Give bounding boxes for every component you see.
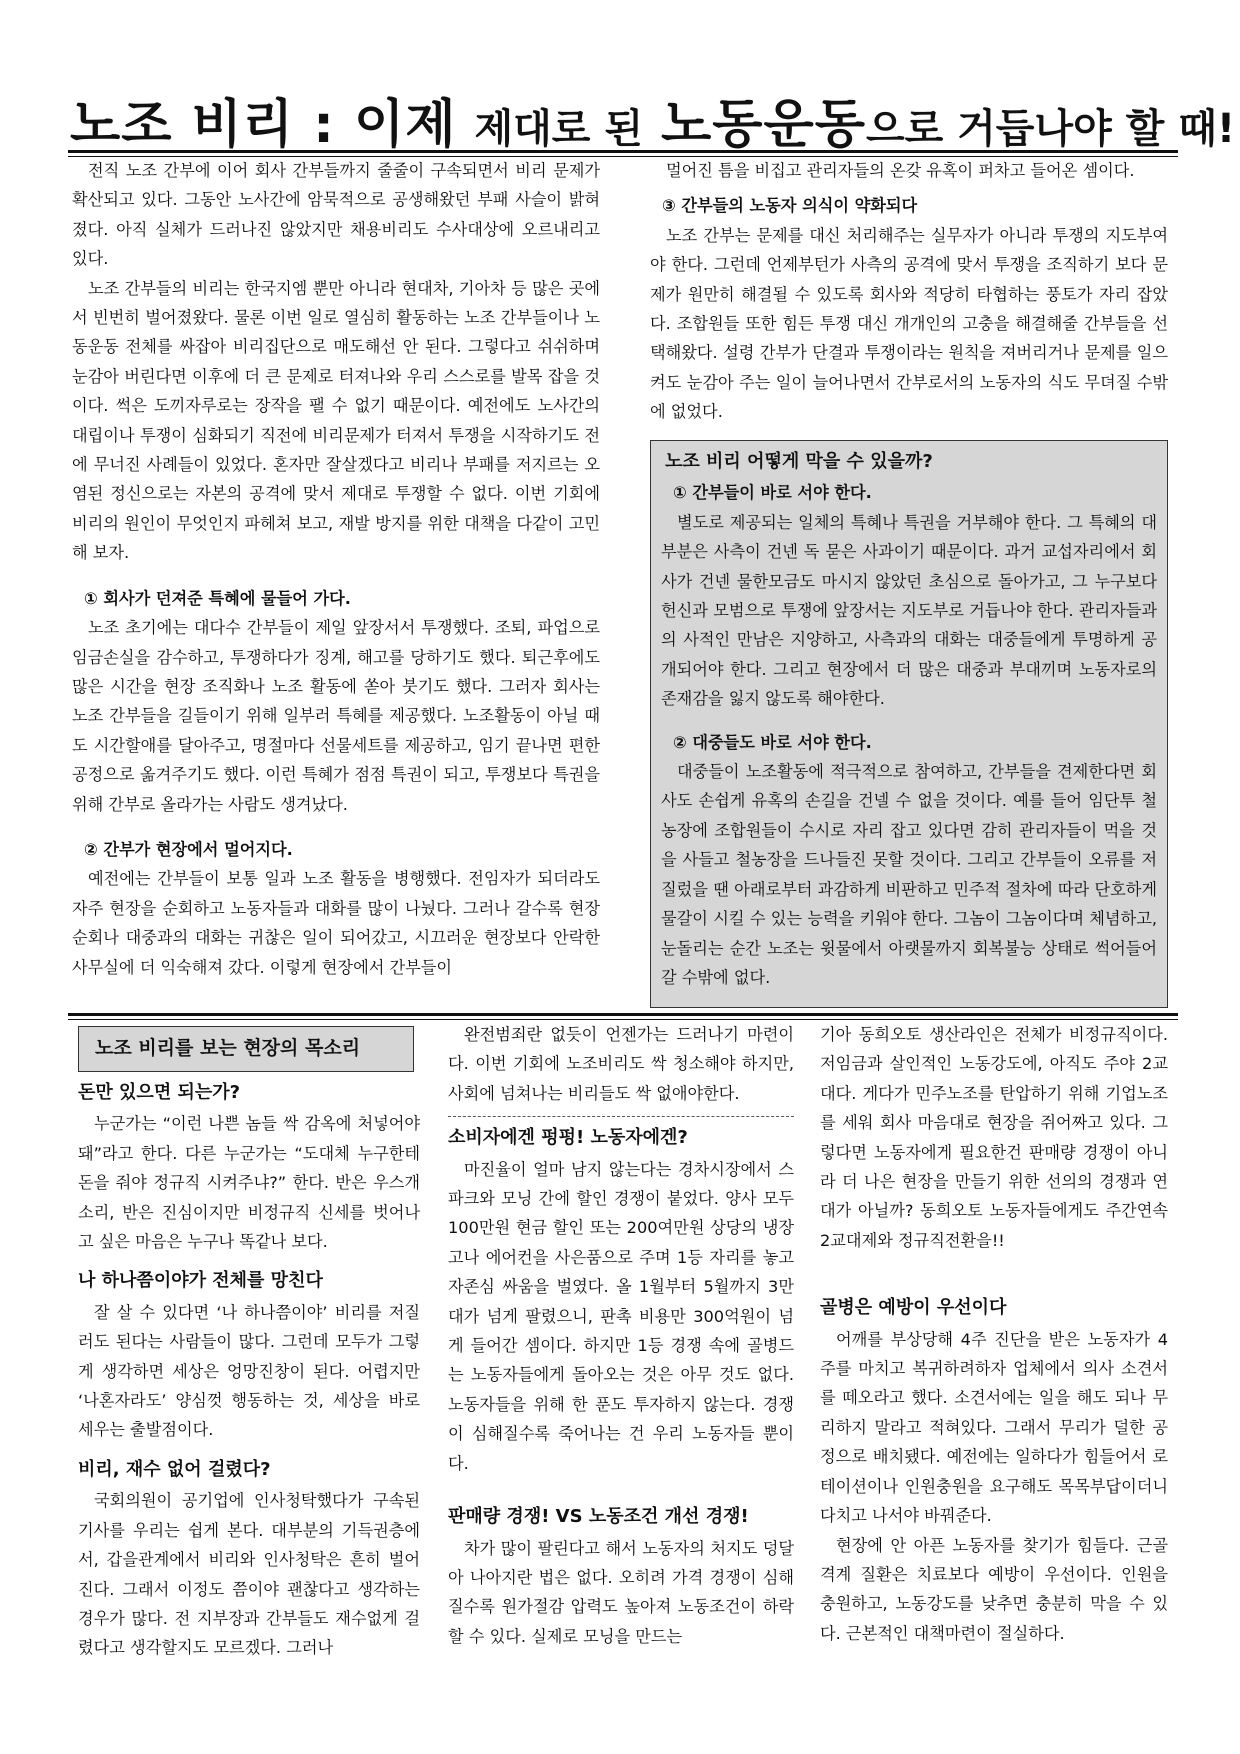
prevention-box-title: 노조 비리 어떻게 막을 수 있을까? [665,451,933,472]
box-paragraph: 별도로 제공되는 일체의 특혜나 특권을 거부해야 한다. 그 특혜의 대부분은 사측이 건넨 독 묻은 사과이기 때문이다. 과거 교섭자리에서 회사가 건넨 물한모금도 마시지 않았던 초심으로 돌아가고, 그 누구보다 헌신과 모범으로 투쟁에 앞장서는 지도부로 거듭나야 한다. 관리자들과의 사적인 만남은 지양하고, 사측과의 대화는 대중들에게 투명하게 공개되어야 한다. 그리고 현장에서 더 많은 대중과 부대끼며 노동자로의 존재감을 잃지 않도록 해야한다. [661,512,1157,709]
headline-part1: 노조 비리 : 이제 [70,95,457,155]
article-paragraph: 전직 노조 간부에 이어 회사 간부들까지 줄줄이 구속되면서 비리 문제가 확산되고 있다. 그동안 노사간에 암묵적으로 공생해왔던 부패 사슬이 밝혀졌다. 아직 실체가 드러나진 않았지만 채용비리도 수사대상에 오르내리고 있다. [72,161,600,269]
voice-heading: 돈만 있으면 되는가? [78,1082,241,1103]
headline-part4: 으로 거듭나야 할 때! [865,106,1236,152]
box-paragraph: 대중들이 노조활동에 적극적으로 참여하고, 간부들을 견제한다면 회사도 손쉽게 유혹의 손길을 건넬 수 없을 것이다. 예를 들어 임단투 철농장에 조합원들이 수시로 자리 잡고 있다면 감히 관리자들이 먹을 것을 사들고 철농장을 드나들진 못할 것이다. 그리고 간부들이 오류를 저질렀을 땐 아래로부터 과감하게 비판하고 민주적 절차에 따라 단호하게 물갈이 시킬 수 있는 능력을 키워야 한다. 그놈이 그놈이다며 체념하고, 눈돌리는 순간 노조는 윗물에서 아랫물까지 회복불능 상태로 썩어들어갈 수밖에 없다. [661,762,1157,987]
headline-part3: 노동운동 [661,95,866,155]
article-column-left [72,156,600,982]
headline-part2: 제대로 된 [474,106,643,152]
article-paragraph: 완전범죄란 없듯이 언젠가는 드러나기 마련이다. 이번 기회에 노조비리도 싹 청소해야 하지만, 사회에 넘쳐나는 비리들도 싹 없애야한다. [448,1025,794,1103]
section-heading: ① 회사가 던져준 특혜에 물들어 가다. [84,588,351,608]
article-paragraph: 멀어진 틈을 비집고 관리자들의 온갖 유혹이 퍼차고 들어온 셈이다. [666,161,1135,180]
voice-paragraph: 국회의원이 공기업에 인사청탁했다가 구속된 기사를 우리는 쉽게 본다. 대부분의 기득권층에서, 갑을관계에서 비리와 인사청탁은 흔히 벌어진다. 그래서 이정도 쯤이야 괜찮다고 생각하는 경우가 많다. 전 지부장과 간부들도 재수없게 걸렸다고 생각할지도 모르겠다. 그러나 [78,1491,420,1658]
voice-heading: 비리, 재수 없어 걸렸다? [78,1458,271,1480]
article-paragraph: 노조 간부는 문제를 대신 처리해주는 실무자가 아니라 투쟁의 지도부여야 한다. 그런데 언제부턴가 사측의 공격에 맞서 투쟁을 조직하기 보다 문제가 원만히 해결될 수 있도록 회사와 적당히 타협하는 풍토가 자리 잡았다. 조합원들 또한 힘든 투쟁 대신 개개인의 고충을 해결해줄 간부들을 선택해왔다. 설령 간부가 단결과 투쟁이라는 원칙을 져버리거나 문제를 일으켜도 눈감아 주는 일이 늘어나면서 간부로서의 노동자의 식도 무뎌질 수밖에 없었다. [650,225,1168,422]
prevention-box [650,440,1168,1008]
article-paragraph: 기아 동희오토 생산라인은 전체가 비정규직이다. 저임금과 살인적인 노동강도에, 아직도 주야 2교대다. 게다가 민주노조를 탄압하기 위해 기업노조를 세워 회사 마음대로 현장을 쥐어짜고 있다. 그렇다면 노동자에게 필요한건 판매량 경쟁이 아니라 더 나은 현장을 만들기 위한 선의의 경쟁과 연대가 아닐까? 동희오토 노동자들에게도 주간연속 2교대제와 정규직전환을!! [820,1025,1168,1250]
dashed-divider [448,1116,794,1117]
bottom-column-right [820,1020,1168,1648]
article-paragraph: 노조 초기에는 대다수 간부들이 제일 앞장서서 투쟁했다. 조퇴, 파업으로 임금손실을 감수하고, 투쟁하다가 징계, 해고를 당하기도 했다. 퇴근후에도 많은 시간을 현장 조직화나 노조 활동에 쏟아 붓기도 했다. 그러자 회사는 노조 간부들을 길들이기 위해 일부러 특혜를 제공했다. 노조활동이 아닐 때도 시간할애를 달아주고, 명절마다 선물세트를 제공하고, 임기 끝나면 편한 공정으로 옮겨주기도 했다. 이런 특혜가 점점 특권이 되고, 투쟁보다 특권을 위해 간부로 올라가는 사람도 생겨났다. [72,618,600,814]
section-heading: ② 대중들도 바로 서야 한다. [673,732,872,752]
voice-paragraph: 누군가는 “이런 나쁜 놈들 싹 감옥에 처넣어야 돼”라고 한다. 다른 누군가는 “도대체 누구한테 돈을 줘야 정규직 시켜주냐?” 한다. 반은 우스개 소리, 반은 진심이지만 비정규직 신세를 벗어나고 싶은 마음은 누구나 똑같나 보다. [78,1114,420,1252]
section-heading: ③ 간부들의 노동자 의식이 약화되다 [662,196,918,216]
article-paragraph: 현장에 안 아픈 노동자를 찾기가 힘들다. 근골격계 질환은 치료보다 예방이 우선이다. 인원을 충원하고, 노동강도를 낮추면 충분히 막을 수 있다. 근본적인 대책마련이 절실하다. [820,1535,1168,1643]
article-paragraph: 어깨를 부상당해 4주 진단을 받은 노동자가 4주를 마치고 복귀하려하자 업체에서 의사 소견서를 떼오라고 했다. 소견서에는 일을 해도 되나 무리하지 말라고 적혀있다. 그래서 무리가 덜한 공정으로 배치됐다. 예전에는 일하다가 힘들어서 로테이션이나 인원충원을 요구해도 목목부답이더니 다치고 나서야 바꿔준다. [820,1329,1168,1526]
article-paragraph: 마진율이 얼마 남지 않는다는 경차시장에서 스파크와 모닝 간에 할인 경쟁이 붙었다. 양사 모두 100만원 현금 할인 또는 200여만원 상당의 냉장고나 에어컨을 사은품으로 주며 1등 자리를 놓고 자존심 싸움을 벌였다. 올 1월부터 5월까지 3만대가 넘게 팔렸으니, 판촉 비용만 300억원이 넘게 들어간 셈이다. 하지만 1등 경쟁 속에 골병드는 노동자들에게 돌아오는 것은 아무 것도 없다. 노동자들을 위해 한 푼도 투자하지 않는다. 경쟁이 심해질수록 죽어나는 건 우리 노동자들 뿐이다. [448,1159,794,1473]
voice-heading: 나 하나쯤이야가 전체를 망친다 [78,1270,323,1292]
section-heading: ① 간부들이 바로 서야 한다. [673,483,872,503]
section-heading: 골병은 예방이 우선이다 [820,1297,1007,1319]
section-heading: 판매량 경쟁! VS 노동조건 개선 경쟁! [448,1506,749,1528]
article-paragraph: 예전에는 간부들이 보통 일과 노조 활동을 병행했다. 전임자가 되더라도 자주 현장을 순회하고 노동자들과 대화를 많이 나눴다. 그러나 갈수록 현장순회나 대중과의 대화는 귀찮은 일이 되어갔고, 시끄러운 현장보다 안락한 사무실에 더 익숙해져 갔다. 이렇게 현장에서 간부들이 [72,869,600,977]
voices-label-box: 노조 비리를 보는 현장의 목소리 [78,1026,414,1072]
voice-paragraph: 잘 살 수 있다면 ‘나 하나쯤이야’ 비리를 저질러도 된다는 사람들이 많다. 그런데 모두가 그렇게 생각하면 세상은 엉망진창이 된다. 어렵지만 ‘나혼자라도’ 양심껏 행동하는 것, 세상을 바로 세우는 출발점이다. [78,1302,420,1440]
section-divider [68,1013,1178,1020]
bottom-column-middle [448,1020,794,1651]
article-paragraph: 노조 간부들의 비리는 한국지엠 뿐만 아니라 현대차, 기아차 등 많은 곳에서 빈번히 벌어졌왔다. 물론 이번 일로 열심히 활동하는 노조 간부들이나 노동운동 전체를 싸잡아 비리집단으로 매도해선 안 된다. 그렇다고 쉬쉬하며 눈감아 버린다면 이후에 더 큰 문제로 터져나와 우리 스스로를 발목 잡을 것이다. 썩은 도끼자루로는 장작을 팰 수 없기 때문이다. 예전에도 노사간의 대립이나 투쟁이 심화되기 직전에 비리문제가 터져서 투쟁을 시작하기도 전에 무너진 사례들이 있었다. 혼자만 잘살겠다고 비리나 부패를 저지르는 오염된 정신으로는 자본의 공격에 맞서 제대로 투쟁할 수 없다. 이번 기회에 비리의 원인이 무엇인지 파헤쳐 보고, 재발 방지를 위한 대책을 다같이 고민해 보자. [72,278,600,563]
section-heading: ② 간부가 현장에서 멀어지다. [84,839,293,859]
voices-column [78,1078,420,1663]
article-paragraph: 차가 많이 팔린다고 해서 노동자의 처지도 덩달아 나아지란 법은 없다. 오히려 가격 경쟁이 심해질수록 원가절감 압력도 높아져 노동조건이 하락할 수 있다. 실제로 모닝을 만드는 [448,1538,794,1646]
section-heading: 소비자에겐 펑펑! 노동자에겐? [448,1127,688,1149]
article-column-right [650,156,1168,427]
headline [70,82,1236,155]
